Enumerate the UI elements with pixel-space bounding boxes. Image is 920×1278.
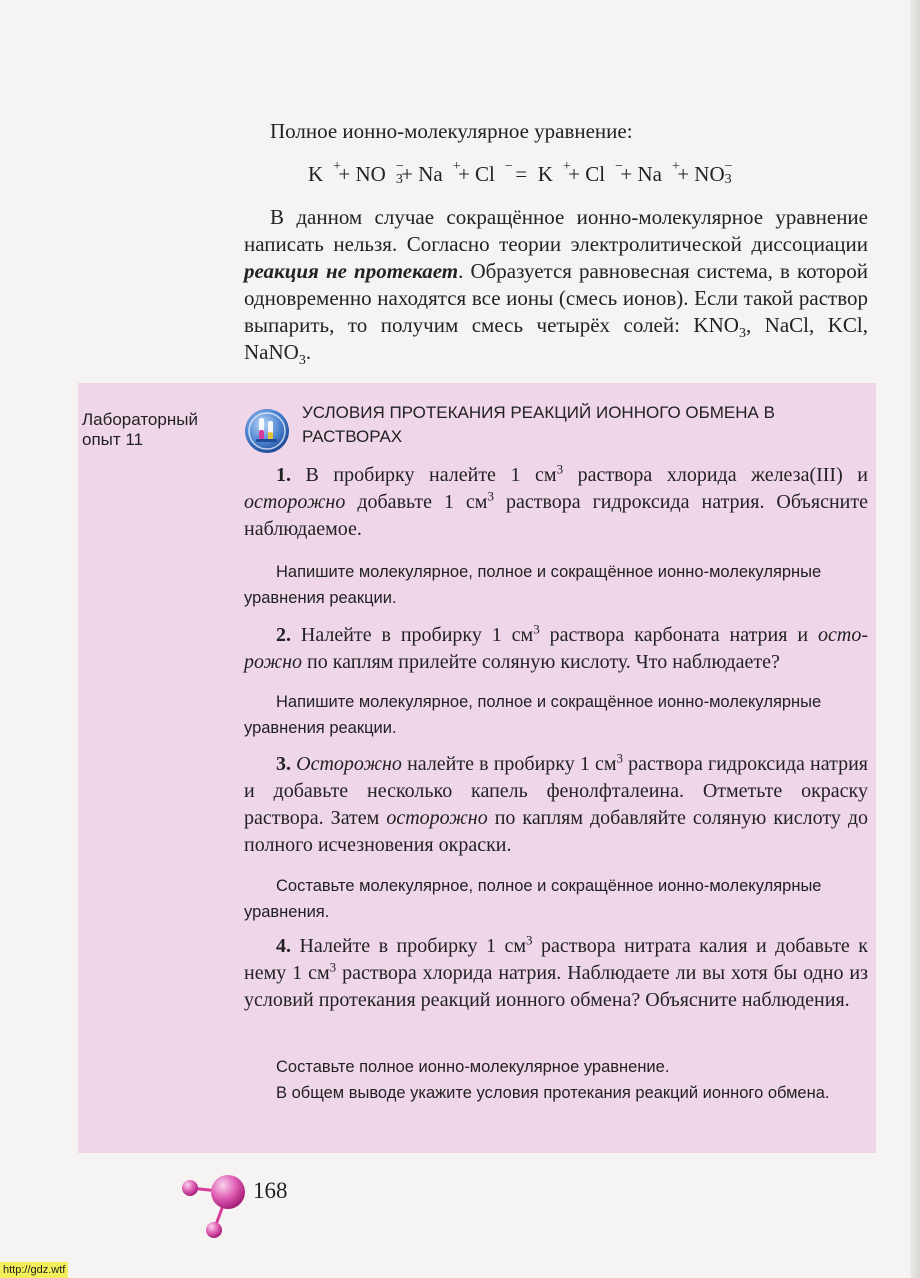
eq-equals: = bbox=[515, 162, 528, 186]
explanation-paragraph: В данном случае сокращённое ионно-молекулярное уравнение написать нельзя. Согласно теории электролитической диссоциации реакция не протекает. Образуется равновесная система, в которой одновременно находятся все ионы (смесь ионов). Если такой раствор выпарить, то получим смесь четырёх солей: $KNO_3$, NaCl, KCl, NaNO$_3$. bbox=[244, 205, 869, 369]
lab-label: Лабораторный опыт 11 bbox=[82, 410, 198, 449]
eq-ion-k-right: K + bbox=[537, 159, 571, 186]
intro-line: Полное ионно-молекулярное уравнение: bbox=[270, 119, 633, 143]
lab-title: УСЛОВИЯ ПРОТЕКАНИЯ РЕАКЦИЙ ИОННОГО ОБМЕНА В РАСТВОРАХ bbox=[302, 403, 775, 446]
lab-note-3: Составьте молекулярное, полное и сокращённое ионно-молекулярные уравнения. bbox=[244, 877, 822, 921]
eq-ion-k-left: K + bbox=[308, 159, 342, 186]
lab-note-4b: В общем выводе укажите условия протекания реакций ионного обмена. bbox=[276, 1084, 830, 1102]
eq-ion-na-left: Na + bbox=[418, 159, 461, 186]
lab-note-2: Напишите молекулярное, полное и сокращённое ионно-молекулярные уравнения реакции. bbox=[244, 693, 822, 737]
lab-note-1: Напишите молекулярное, полное и сокращённое ионно-молекулярные уравнения реакции. bbox=[244, 563, 822, 607]
lab-step-3: 3. Осторожно налейте в пробирку 1 $см^3$ раствора гидроксида натрия и добавьте несколько капель фенолфталеина. Отметьте окраску раствора. Затем осторожно по каплям добавляйте соляную кислоту до полного исчезновения окраски. bbox=[244, 750, 869, 856]
lab-note-4a: Составьте полное ионно-молекулярное уравнение. bbox=[276, 1058, 670, 1076]
eq-ion-no3-right: NO − 3 bbox=[694, 159, 733, 187]
molecule-decoration-icon bbox=[176, 1168, 256, 1244]
page-number: 168 bbox=[253, 1178, 288, 1203]
lab-step-4: 4. Налейте в пробирку 1 $см^3$ раствора нитрата калия и добавьте к нему 1 $см^3$ раствора хлорида натрия. Наблюдаете ли вы хотя бы одно из условий протекания реакций ионного обмена? Объясните наблюдения. bbox=[244, 932, 868, 1011]
lab-step-1: 1. В пробирку налейте 1 $см^3$ раствора хлорида железа(III) и осторожно добавьте 1 $см^3$ раствора гидроксида натрия. Объясните наблюдаемое. bbox=[244, 461, 869, 540]
watermark-link[interactable]: http://gdz.wtf bbox=[0, 1262, 68, 1278]
eq-ion-cl-right: Cl − bbox=[585, 159, 623, 186]
eq-ion-no3-left: NO − 3 bbox=[355, 159, 404, 187]
eq-ion-na-right: Na + bbox=[637, 159, 680, 186]
emphasis-no-reaction: реакция не протекает bbox=[244, 259, 459, 283]
eq-ion-cl-left: Cl − bbox=[475, 159, 513, 186]
lab-flask-icon bbox=[244, 408, 290, 454]
page-edge bbox=[910, 0, 920, 1278]
ionic-equation: K + + NO − 3 + Na + + Cl − = K + + Cl − + Na + + NO − 3 bbox=[308, 159, 733, 187]
lab-step-2: 2. Налейте в пробирку 1 $см^3$ раствора карбоната натрия и осторожно по каплям прилейте соляную кислоту. Что наблюдаете? bbox=[244, 621, 868, 673]
